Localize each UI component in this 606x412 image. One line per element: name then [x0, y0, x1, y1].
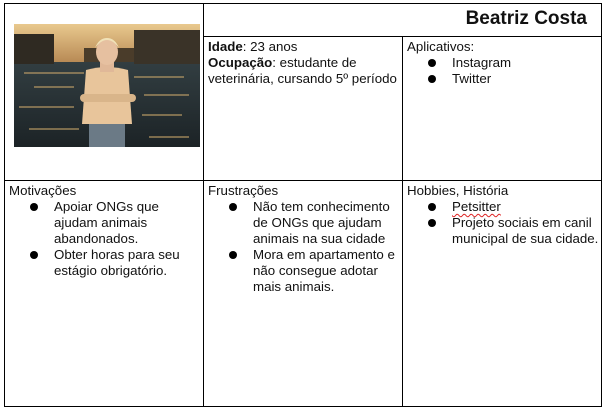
petsitter-text: Petsitter	[452, 199, 501, 214]
frustrations-header: Frustrações	[208, 183, 279, 198]
list-item: Projeto sociais em canil municipal de sua cidade.	[452, 215, 601, 247]
list-item: Apoiar ONGs que ajudam animais abandonados.	[54, 199, 203, 247]
list-item: Instagram	[452, 55, 601, 71]
motivations-cell	[4, 180, 204, 407]
persona-photo	[14, 24, 200, 147]
apps-cell	[402, 36, 602, 181]
list-item: Obter horas para seu estágio obrigatório.	[54, 247, 203, 279]
hobbies-header: Hobbies, História	[407, 183, 509, 198]
list-item: Twitter	[452, 71, 601, 87]
about-cell	[203, 36, 403, 181]
about-text	[204, 37, 402, 89]
list-item	[452, 199, 601, 215]
persona-table	[4, 3, 602, 407]
hobbies-list	[403, 199, 601, 247]
persona-photo-image	[14, 24, 200, 147]
persona-name: Beatriz Costa	[465, 8, 587, 29]
photo-cell	[4, 3, 204, 181]
hobbies-cell	[402, 180, 602, 407]
occupation-value: : estudante de veterinária, cursando 5º período	[208, 55, 397, 86]
list-item: Mora em apartamento e não consegue adotar mais animais.	[253, 247, 402, 295]
name-cell	[203, 3, 602, 37]
apps-header: Aplicativos:	[407, 39, 475, 54]
frustrations-cell	[203, 180, 403, 407]
motivations-list	[5, 199, 203, 279]
age-label: Idade	[208, 39, 243, 54]
occupation-label: Ocupação	[208, 55, 273, 70]
list-item: Não tem conhecimento de ONGs que ajudam animais na sua cidade	[253, 199, 402, 247]
apps-list	[403, 55, 601, 87]
motivations-header: Motivações	[9, 183, 77, 198]
age-value: : 23 anos	[242, 39, 298, 54]
frustrations-list	[204, 199, 402, 295]
